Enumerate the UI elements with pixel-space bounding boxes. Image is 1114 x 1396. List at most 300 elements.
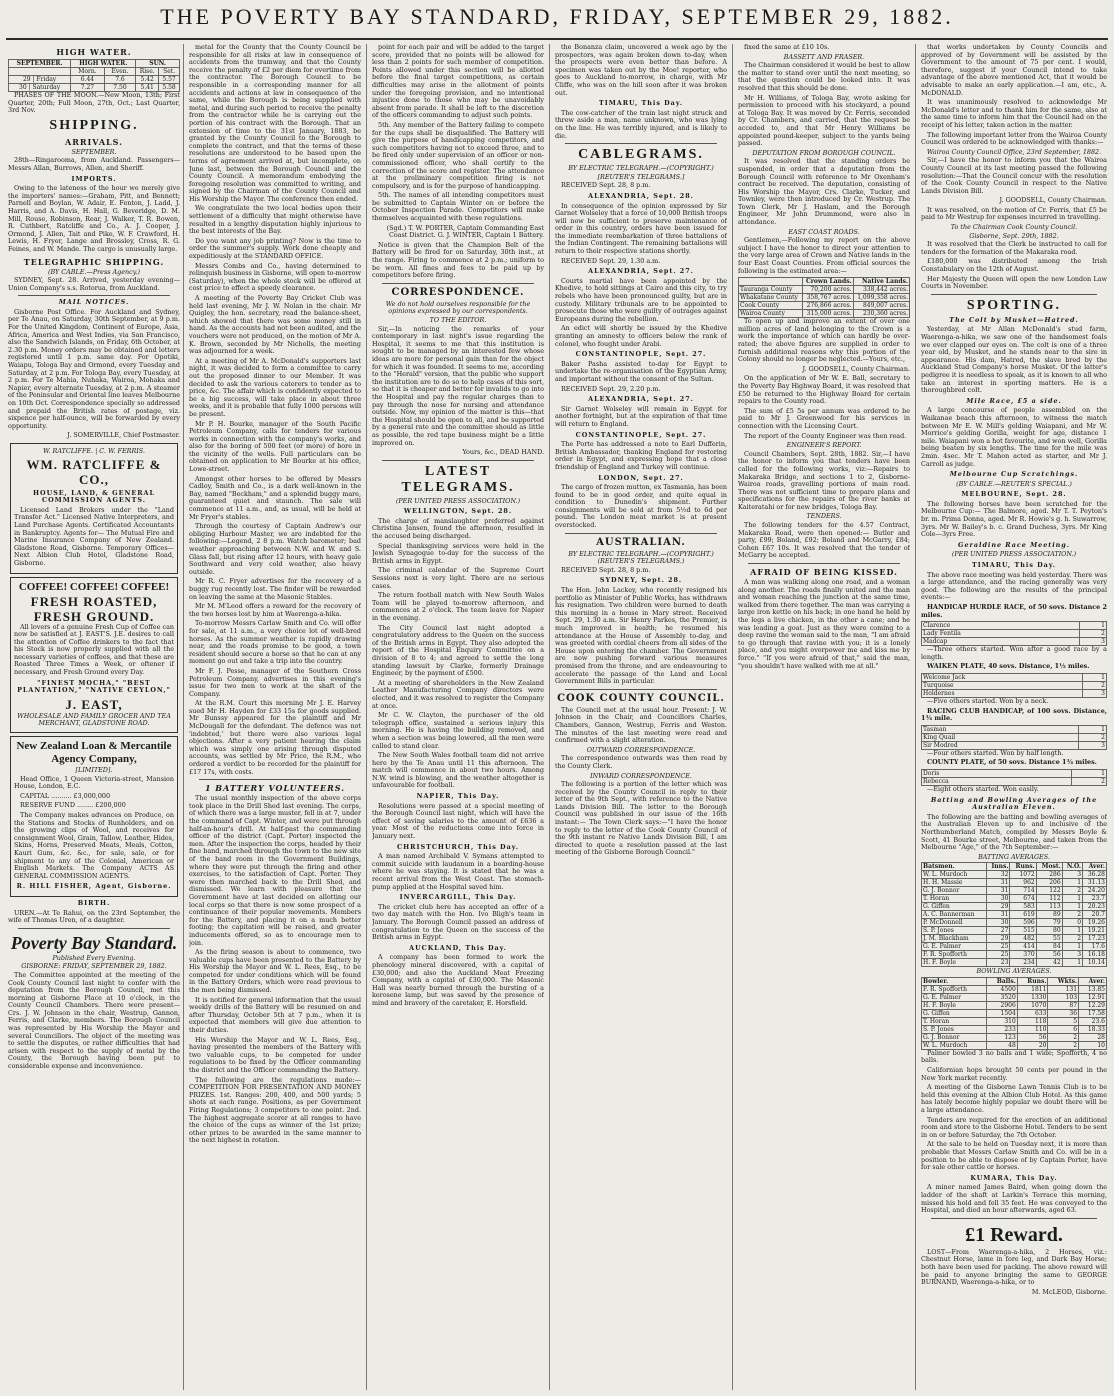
melbourne-heading: Melbourne Cup Scratchings. xyxy=(949,470,1079,479)
paper-dateline: GISBORNE: FRIDAY, SEPTEMBER 29, 1882. xyxy=(21,962,167,971)
sporting-paragraph: A large concourse of people assembled on the Waikanae beach this afternoon, to witness the match between Mr E. W. Mill's gelding Waiapani, and Mr W. Morrice's gelding Gorilla, weight for age, distance 1 mile. Waiapani won a hot favourite, and won well, Gorilla being beaten by six lengths. The time for the mile was 2min. 4sec. Mr T. Mahon acted as starter, and Mr J. Carroll as judge. xyxy=(921,406,1107,468)
placing: 3 xyxy=(1078,741,1106,749)
table-cell: 89 xyxy=(1036,911,1062,919)
council-paragraph: Council Chambers, Sept. 28th, 1882. Sir,—I have the honor to inform you that tenders have been called for the following works, viz:—Repairs to Makaraka Bridge, and sections 1 to 2, Gisborne-Wairoa roads, gravelling portions of main road. There was not sufficient time to prepare plans and specifications for the repairs of the river banks at Kaiteratahi or for new bridges, Tologa Bay. xyxy=(738,449,910,511)
mail-heading: MAIL NOTICES. xyxy=(58,298,130,307)
table-cell: 414 xyxy=(1010,943,1036,951)
bowling-row xyxy=(922,985,1107,993)
table-cell: 131 xyxy=(1048,985,1079,993)
horse-name: Sir Modred xyxy=(922,741,1079,749)
cablegrams-byline: BY ELECTRIC TELEGRAPH.—(COPYRIGHT.) xyxy=(568,164,714,173)
reward-signature: M. McLEOD, Gisborne. xyxy=(1031,1287,1107,1296)
table-cell: 12.91 xyxy=(1079,993,1107,1001)
cable-paragraph: In consequence of the opinion expressed by Sir Garnet Wolseley that a force of 10,000 British troops will now be sufficient to preserve maintenance of order in this country, orders have been issued for the immediate reembarkation of three battalions of the Indian Contingent. The remaining battalions will return to their respective stations shortly. xyxy=(555,201,727,256)
news-item: £180,000 was distributed among the Irish Constabulary on the 12th of August. xyxy=(921,257,1107,274)
table-header-row xyxy=(922,863,1107,871)
dateline: INVERCARGILL, This Day. xyxy=(399,893,517,902)
tide-subheader: Even. xyxy=(104,68,136,76)
arrivals-month: SEPTEMBER. xyxy=(71,147,117,156)
subheading: TENDERS. xyxy=(806,512,842,521)
column-4 xyxy=(555,44,727,1390)
council-paragraph: The report of the County Engineer was then read. xyxy=(744,431,907,440)
news-item: At the sale to be held on Tuesday next, it is more than probable that Messrs Carlaw Smith and Co. will be in a position to be able to dispose of by Captain Porter, have for sale other cattle or horses. xyxy=(921,1140,1107,1172)
bowling-heading: BOWLING AVERAGES. xyxy=(976,967,1052,976)
divider xyxy=(565,689,717,690)
batting-row xyxy=(922,903,1107,911)
sporting-paragraph: The following horses have been scratched for the Melbourne Cup:— The Balmore, aged. Mr T. T. Peyton's br. m. Prima Donna, aged. Mr R. Howie's g. h. Suwarrow, 3yrs. Mr W. Bailey's b. c. Grand Duchess, 3yrs. Mr King Cole—3yrs Free. xyxy=(921,499,1107,539)
high-water-title: HIGH WATER. xyxy=(56,47,132,57)
table-cell: S. P. Jones xyxy=(922,927,987,935)
council-paragraph: Mr H. Williams, of Tologa Bay, wrote asking for permission to proceed with his stockyard, a pound at Tologa Bay. It was moved by Cr. Ferris, seconded by Cr. Chambers, and carried, that the request be acceded to, and that Mr Henry Williams be appointed pound-keeper, subject to the yards being passed. xyxy=(738,93,910,148)
tide-header: SEPTEMBER. xyxy=(9,60,71,68)
correspondence-to: TO THE EDITOR. xyxy=(429,316,487,324)
column-rule xyxy=(183,44,184,1390)
table-cell: 234 xyxy=(1010,959,1036,967)
ratcliffe-subtitle: HOUSE, LAND, & GENERAL COMMISSION AGENTS. xyxy=(33,488,155,505)
table-cell: 42 xyxy=(1036,959,1062,967)
dateline: CONSTANTINOPLE, Sept. 27. xyxy=(575,350,707,359)
table-cell: 56 xyxy=(1036,951,1062,959)
tide-subheader: Set. xyxy=(159,68,180,76)
divider xyxy=(382,460,534,461)
melbourne-byline: (BY CABLE.—REUTER'S SPECIAL.) xyxy=(956,479,1072,488)
table-cell: 2 xyxy=(1062,935,1082,943)
placing: 3 xyxy=(1080,638,1107,646)
birth-text: UREN.—At Te Rahui, on the 23rd September, the wife of Thomas Uren, of a daughter. xyxy=(8,908,180,925)
received-line: RECEIVED Sept. 29, 1.30 a.m. xyxy=(561,256,661,265)
article-paragraph: We congratulate the two local bodies upon their settlement of a difficulty that might otherwise have resulted in a lengthy disputation highly injurious to the best interests of the Bay. xyxy=(189,204,361,236)
table-row xyxy=(739,286,910,294)
tide-cell: 7.6 xyxy=(104,76,136,84)
table-cell: 1,099,358 acres. xyxy=(853,294,909,302)
table-cell: 1 xyxy=(1062,943,1082,951)
race-title: HANDICAP HURDLE RACE, of 50 sovs. Distance 2 miles. xyxy=(921,603,1107,619)
council-paragraph: On the application of Mr W. E. Ball, secretary to the Poverty Bay Highway Board, it was resolved that £50 be returned to the Highway Board for certain repairs to the County road. xyxy=(738,374,910,406)
bowling-row xyxy=(922,1025,1107,1033)
table-header-cell: Wkts. xyxy=(1048,977,1079,985)
telegram-paragraph: The cricket club here has accepted an offer of a two day match with the Hon. Ivo Bligh's team in January. The Borough Council passed an address of congratulation to the Queen on the success of the British arms in Egypt. xyxy=(372,902,544,942)
table-header-cell: N.O. xyxy=(1062,863,1082,871)
divider xyxy=(931,1218,1097,1219)
table-cell: 3 xyxy=(1062,871,1082,879)
table-cell: 13.85 xyxy=(1079,985,1107,993)
lands-header: Native Lands. xyxy=(853,278,909,286)
table-cell: 2 xyxy=(1048,1041,1079,1049)
coffee-ad xyxy=(10,577,178,734)
divider xyxy=(199,779,351,780)
table-cell: 2 xyxy=(1048,1033,1079,1041)
telegram-paragraph: Mr C. W. Clayton, the purchaser of the old telegraph office, sustained a serious injury this morning. He is having the building removed, and when a section was being lowered, all the men were called to stand clear. xyxy=(372,711,544,750)
table-cell: G. Giffen xyxy=(922,1009,987,1017)
dateline: LONDON, Sept. 27. xyxy=(598,473,684,482)
nzloan-capital: CAPITAL .......... £3,000,000 xyxy=(20,791,111,800)
horse-name: Lady Fentila xyxy=(922,630,1080,638)
bowling-row xyxy=(922,1009,1107,1017)
cable-paragraph: An edict will shortly be issued by the Khedive granting an amnesty to officers below the rank of colonel, who fought under Arabi. xyxy=(555,324,727,348)
hatred-heading: The Colt by Musket—Hatred. xyxy=(949,315,1079,324)
table-header-cell: Bowler. xyxy=(922,977,987,985)
table-cell: 70,200 acres. xyxy=(802,286,853,294)
dateline: TIMARU, This Day. xyxy=(971,561,1057,570)
article-paragraph: His Worship the Mayor and W. L. Rees, Esq., having presented the members of the Battery with two valuable cups, to be competed for under regulations to be fixed by the Officer commanding the district and the Officer commanding the Battery. xyxy=(189,1035,361,1074)
inward-heading: INWARD CORRESPONDENCE. xyxy=(590,771,692,780)
tide-cell: 5.42 xyxy=(136,76,159,84)
column-6 xyxy=(921,44,1107,1390)
lands-header: Crown Lands. xyxy=(802,278,853,286)
table-cell: 29 xyxy=(986,903,1010,911)
east-title: J. EAST, xyxy=(65,696,123,712)
table-cell: 1330 xyxy=(1017,993,1048,1001)
outward-heading: OUTWARD CORRESPONDENCE. xyxy=(586,745,696,754)
table-row xyxy=(739,294,910,302)
subheading: BASSETT AND FRASER. xyxy=(783,52,865,61)
nzloan-office: Head Office, 1 Queen Victoria-street, Mansion House, London, E.C. xyxy=(14,774,174,791)
imports-heading: IMPORTS. xyxy=(71,174,117,183)
telegram-paragraph: The City Council last night adopted a congratulatory address to the Queen on the success of the British arms in Egypt. They also adopted the report of the Hospital Enquiry Committee on a division of 8 to 4; and agreed to settle the long standing lawsuit by Clarke, formerly Drainage Engineer, by the payment of £500. xyxy=(372,623,544,678)
race-result-table xyxy=(921,725,1107,750)
table-cell: 32 xyxy=(986,871,1010,879)
divider xyxy=(565,533,717,534)
race-row xyxy=(922,681,1107,689)
lands-header xyxy=(739,278,803,286)
imports-text: Owing to the lateness of the hour we merely give the importers' names:—Graham, Pitt, and Bennett; Parnell and Boylan, W. Adair, E. Fenton, J. Ladd, J. Harris, and A. Davis, H. Hall, G. Beveridge, D. M. Mill, Rouse, Robinson, Rear, J. Walker, T. R. Bowen, R. Cuthbert, Ratcliffe and Co., A. J. Cooper, J. Ormond, J. Allen, Tait and Pike, W. F. Crawford, H. Lewis, H. Fryer, Lange and Brossley, Cross, R. G. Feines, and W. Mande. The cargo is unusually large. xyxy=(8,184,180,253)
table-cell: 112 xyxy=(1036,895,1062,903)
correspondence-heading: CORRESPONDENCE. xyxy=(391,286,525,298)
article-paragraph: Mr M. M'Leod offers a reward for the recovery of the two horses lost by him at Waerenga-a-hika. xyxy=(189,602,361,618)
batting-row xyxy=(922,935,1107,943)
batting-row xyxy=(922,887,1107,895)
table-cell: 230,360 acres. xyxy=(853,310,909,318)
council-paragraph: The sum of £5 5s per annum was ordered to be paid to Mr J. Greenwood for his services in connection with the Licensing Court. xyxy=(738,406,910,430)
table-header-cell: Balls. xyxy=(987,977,1017,985)
race-title: WAIKEN PLATE, 40 sovs. Distance, 1½ miles. xyxy=(927,662,1090,671)
article-paragraph: The following are the regulations made:— COMPETITION FOR PRESENTATION AND MONEY PRIZES. 1st. Ranges: 200, 400, and 500 yards; 5 shots at each range. Positions, as per Government Firing Regulations; 3 competitors to one point. 2nd. The highest aggregate scorer at all ranges to have the choice of the cups as winner of the 1st prize; other prizes to be awarded in the same manner to the next highest in rotation. xyxy=(189,1075,361,1145)
column-3 xyxy=(372,44,544,1390)
telegram-paragraph: At a meeting of shareholders in the New Zealand Leather Manufacturing Company directors were elected, and it was resolved to register the Company at once. xyxy=(372,678,544,710)
table-cell: J. M. Blackham xyxy=(922,935,987,943)
council-paragraph: The Council met at the usual hour. Present: J. W. Johnson in the Chair, and Councillors Charles, Chambers, Gannon, Westrup, Ferris and Weston. The minutes of the last meeting were read and confirmed with a slight alteration. xyxy=(555,705,727,745)
table-cell: Wairoa County xyxy=(739,310,803,318)
cablegrams-heading: CABLEGRAMS. xyxy=(578,147,704,163)
table-cell: 118 xyxy=(1017,1017,1048,1025)
table-cell: H. H. Massie xyxy=(922,879,987,887)
council-paragraph: The following tenders for the 4.57 Contract, Makaraka Road, were then opened:— Butler and party, £99; Boland, £92; Boland and McGarry, £84; Cohen £67 10s. It was resolved that the tender of McGarry be accepted. xyxy=(738,521,910,560)
bowling-row xyxy=(922,1017,1107,1025)
race-result-table xyxy=(921,621,1107,646)
dateline: WELLINGTON, Sept. 28. xyxy=(403,507,513,516)
tide-cell: 5.57 xyxy=(159,76,180,84)
table-cell: 1 xyxy=(1062,927,1082,935)
article-paragraph: Mr R. C. Fryer advertises for the recovery of a buggy rug recently lost. The finder will be rewarded on leaving the same at the Masonic Stables. xyxy=(189,577,361,601)
nzloan-text: The Company makes advances on Produce, on the Stations and Stocks of Runholders, and on the growing clips of Wool, and receives for consignment Wool, Grain, Tallow, Leather, Hides, Skins, Horns, Preserved Meats, Meals, Cotton, Kauri Gum, &c. &c., for sale, sale, or for shipment to any of the Colonial, American or English Markets. The Company ACTS AS GENERAL COMMISSION AGENTS. xyxy=(14,811,174,880)
divider xyxy=(382,283,534,284)
paper-nameplate: Poverty Bay Standard. xyxy=(10,932,178,953)
lands-table xyxy=(738,277,910,318)
telegram-paragraph: The charge of manslaughter preferred against Christina Jansen, found the afternoon, resulted in the accused being discharged. xyxy=(372,516,544,541)
table-cell: 1070 xyxy=(1017,1001,1048,1009)
table-cell: 0 xyxy=(1062,919,1082,927)
table-cell: 674 xyxy=(1010,895,1036,903)
article-paragraph: Through the courtesy of Captain Andrew's our obliging Harbour Master, we are indebted for the following:—Legend, 2 8 p.m. Watch barometer; bad weather approaching between N.W. and W. and S. Glass fall, but rising after 12 hours, with heavy gale Southward and very cold weather, also heavy outside. xyxy=(189,522,361,576)
article-paragraph: metal for the County that the County Council be responsible for all risks at law in consequence of accidents from the tramway, and that the County receive the penalty of £2 per diem for overtime from the contractor. The Borough Council to be responsible in a corresponding manner for all accidents and actions at law in consequence of the same, while the Borough is being supplied with metal, and during such period to receive the penalty from the contractor while he is carrying out the portion of his contract with the Borough. That an extension of time to the 31st January, 1883, be granted by the County Council to the Borough to complete the contract, and that the terms of these resolutions are understood to be based upon the terms of agreement arrived at, but incomplete, on June last, between the Borough Council and the County Council. A memorandum embodying the foregoing resolution was committed to writing, and signed by the Chairman of the County Council and His Worship the Mayor. The conference then ended. xyxy=(189,44,361,203)
dateline: TIMARU, This Day. xyxy=(598,99,684,108)
table-cell: 633 xyxy=(1017,1009,1048,1017)
telegram-paragraph: The New South Wales football team did not arrive here by the Te Anau until 11 this afternoon. The match will commence in about two hours. Among N.W. wind is blowing, and the weather altogether is unfavourable for football. xyxy=(372,751,544,790)
tide-cell: 5.41 xyxy=(136,84,159,92)
column-1 xyxy=(8,44,180,1390)
table-cell: 103 xyxy=(1048,993,1079,1001)
nzloan-limited: [LIMITED]. xyxy=(75,766,113,775)
latest-telegrams-heading: LATEST TELEGRAMS. xyxy=(401,463,515,495)
subheading: DEPUTATION FROM BOROUGH COUNCIL. xyxy=(752,148,896,157)
tide-subheader xyxy=(9,68,71,76)
story-paragraph: A man was walking along one road, and a woman along another. The roads finally united and the man and woman reaching the junction at the same time, walked from there together. The man was carrying a large iron kettle on his back; in one hand he held by the legs a live chicken, in the other a cane; and he was leading a goat. Just as they were coming to a deep ravine the woman said to the man, "I am afraid to go through that ravine with you; it is a lonely place, and you might overpower me and kiss me by force." "If you were afraid of that," said the man, "you shouldn't have walked with me at all." xyxy=(738,578,910,670)
telegram-paragraph: The criminal calendar of the Supreme Court Sessions next is very light. There are no serious cases. xyxy=(372,566,544,590)
table-cell: 20 xyxy=(1017,1041,1048,1049)
coffee-teas: "FINEST MOCHA," "BEST PLANTATION," "NATIVE CEYLON," xyxy=(17,678,171,695)
table-cell: Whakatane County xyxy=(739,294,803,302)
table-cell: H. F. Boyle xyxy=(922,1001,987,1009)
race-title: RACING CLUB HANDICAP, of 100 sovs. Distance, 1¾ mile. xyxy=(921,706,1107,723)
placing: 2 xyxy=(1080,630,1107,638)
cable-paragraph: The Hon. John Lackey, who recently resigned his portfolio as Minister of Public Works, has withdrawn his resignation. Two children were burned to death this morning in a house in Mary street. Received Sept. 29, 1.30 a.m. Sir Henry Parkes, the Premier, is much improved in health; he resumed his attendance at the House of Assembly to-day, and was greeted with cordial cheers from all sides of the House upon entering the chamber. The Government are now pushing forward various measures promised from the throne, and are endeavouring to accelerate the passage of the Land and Local Government Bills in particular. xyxy=(555,586,727,686)
table-cell: 2 xyxy=(1062,887,1082,895)
article-paragraph: Mr P. H. Bourke, manager of the South Pacific Petroleum Company, calls for tenders for various works in connection with the company's works, and also for the boring of 500 feet (or more) of bore in the vicinity of the wells. Full particulars can be obtained on application to Mr Bourke at his office, Lowe-street. xyxy=(189,419,361,474)
table-cell: 962 xyxy=(1010,879,1036,887)
cablegrams-reuter: [REUTER'S TELEGRAMS.] xyxy=(597,172,685,181)
race-row xyxy=(922,622,1107,630)
dateline: ALEXANDRIA, Sept. 28. xyxy=(588,191,694,200)
race-row xyxy=(922,673,1107,681)
article-paragraph: As the firing season is about to commence, two valuable cups have been presented to the Battery by His Worship the Mayor and W. L. Rees, Esq., to be competed for under conditions which will be found in the Battery Orders, which were read previous to the men being dismissed. xyxy=(189,948,361,995)
column-rule xyxy=(915,44,916,1390)
horse-name: Madcap xyxy=(922,638,1080,646)
horse-name: Turquoise xyxy=(922,681,1083,689)
table-cell: 18.33 xyxy=(1079,1025,1107,1033)
table-cell: 28 xyxy=(1079,1033,1107,1041)
cable-paragraph: The cargo of frozen mutton, ex Tasmania, has been found to be in good order, and quite equal in condition to Dunedin's shipment. Further consignments will be sold at from 5½d to 6d per pound. The London meat market is at present overstocked. xyxy=(555,483,727,530)
nzloan-title: New Zealand Loan & Mercantile Agency Company, xyxy=(16,740,172,766)
race-row xyxy=(922,630,1107,638)
table-cell: G. E. Palmer xyxy=(922,993,987,1001)
race-result-table xyxy=(921,769,1107,786)
table-cell: 3 xyxy=(1062,951,1082,959)
table-cell: 1 xyxy=(1062,959,1082,967)
table-cell: 16.18 xyxy=(1083,951,1107,959)
race-note: —Eight others started. Won easily. xyxy=(927,784,1039,793)
letter-heading: Wairoa County Council Office, 23rd September, 1882. xyxy=(926,147,1102,156)
placing: 3 xyxy=(1082,689,1106,697)
fisher-signature: R. HILL FISHER, Agent, Gisborne. xyxy=(16,882,172,891)
sporting-heading: SPORTING. xyxy=(966,297,1062,313)
batting-table xyxy=(921,862,1107,967)
table-cell: 110 xyxy=(1017,1025,1048,1033)
article-paragraph: At a meeting of Mr A. McDonald's supporters last night, it was decided to form a committee to carry out the proposed dinner to our Member. It was decided to ask the various caterers to tender as to price, &c. The affair which is confidently expected to be a big success, will take place in about three weeks, and it is probable that fully 1000 persons will be present. xyxy=(189,356,361,418)
battery-heading: 1 BATTERY VOLUNTEERS. xyxy=(204,783,346,794)
council-paragraph: It was resolved that the standing orders be suspended, in order that a deputation from the Borough Council with reference to Mr Oxenham's contract be received. The deputation, consisting of His Worship the Mayor, Crs. Clarke, Tucker, and Townley, were then introduced by Cr. Westrup. The Town Clerk, Mr J. Haslam, and the Borough Engineer, Mr John Drummond, were also in attendance. xyxy=(738,157,910,227)
table-cell: 3520 xyxy=(987,993,1017,1001)
article-paragraph: 5th. Any member of the Battery failing to compete for the cups shall be disqualified. The Battery will give the purpose of handicapping competitors, and such competitors having not to exceed three, and to be fired only under supervision of an officer or non-commissioned officer, who shall certify to the correction of the score and register. The attendance at the preliminary competition firing is not compulsory, and is for the purpose of handicapping. xyxy=(372,120,544,190)
table-cell: 619 xyxy=(1010,911,1036,919)
council-paragraph: It was unanimously resolved to acknowledge Mr McDonald's letter and to thank him for the same, also at the same time to inform him that the Council had on the receipt of his letter, taken action in the matter. xyxy=(921,98,1107,129)
dateline: CONSTANTINOPLE, Sept. 27. xyxy=(575,430,707,439)
correspondence-signature: Yours, &c., DEAD HAND. xyxy=(462,448,544,457)
masthead: THE POVERTY BAY STANDARD, FRIDAY, SEPTEMBER 29, 1882. xyxy=(160,4,954,29)
batting-row xyxy=(922,895,1107,903)
table-cell: 596 xyxy=(1010,919,1036,927)
table-cell: A. C. Bannerman xyxy=(922,911,987,919)
arrivals-text: 28th—Ringarooma, from Auckland. Passengers—Messrs Allan, Burrows, Allen, and Sheriff. xyxy=(8,156,180,172)
table-cell: 23 xyxy=(986,959,1010,967)
mile-heading: Mile Race, £5 a side. xyxy=(966,396,1062,405)
table-cell: G. Giffen xyxy=(922,903,987,911)
horse-name: Welcome Jack xyxy=(922,673,1083,681)
lands-signature: J. GOODSELL, County Chairman. xyxy=(802,364,910,373)
news-item: Californian hops brought 50 cents per pound in the New York market recently. xyxy=(921,1066,1107,1082)
ratcliffe-ad xyxy=(10,443,178,574)
table-cell: 1 xyxy=(1062,895,1082,903)
table-cell: Cook County xyxy=(739,302,803,310)
batting-heading: BATTING AVERAGES. xyxy=(978,852,1050,861)
batting-row xyxy=(922,927,1107,935)
council-paragraph: To open up and improve an extent of over one million acres of land belonging to the Crown is a work the importance of which can hardly be over-rated; the above figures are supplied in order to furnish additional reasons why this portion of the Colony should no longer be neglected.—Yours, etc., xyxy=(738,317,910,364)
table-header-cell: Most. xyxy=(1036,863,1062,871)
article-paragraph: Notice is given that the Champion Belt of the Battery will be fired for on Saturday, 30th inst., at the range. Firing to commence at 2 p.m.; uniform to be worn. All fines and fees to be paid up by competitors before firing. xyxy=(372,240,544,280)
ratcliffe-names: W. RATCLIFFE. | C. W. FERRIS. xyxy=(43,446,145,455)
table-cell: F. R. Spofforth xyxy=(922,985,987,993)
leader-text: The Committee appointed at the meeting of the Cook County Council last night to confer with the deputation from the Borough Council, met this morning at Gisborne Place at 10 o'clock, in the County Council Chambers. There were present—Crs. J. W. Johnson in the chair, Westrup, Gannon, Ferris, and Clarke, members. The Borough Council was represented by His Worship the Mayor and several Councillors. The object of the meeting was to settle the disputes, or rather difficulties that had arisen with respect to the supply of metal by the County, the Borough having been put to considerable expense and inconvenience. xyxy=(8,970,180,1071)
column-rule xyxy=(366,44,367,1390)
table-cell: 482 xyxy=(1010,935,1036,943)
cable-paragraph: Courts martial have been appointed by the Khedive, to hold sittings at Cairo and this city, to try rebels who have been pronounced guilty, but are in custody. Military tribunals are to be appointed to prosecute those who were guilty of outrages against Europeans during the rebellion. xyxy=(555,276,727,323)
dateline: ALEXANDRIA, Sept. 27. xyxy=(588,267,694,276)
table-cell: 1 xyxy=(1062,879,1082,887)
coffee-subtitle: FRESH ROASTED, FRESH GROUND. xyxy=(30,593,158,624)
table-cell: 206 xyxy=(1036,879,1062,887)
race-title: COUNTY PLATE, of 50 sovs. Distance 1¾ miles. xyxy=(927,758,1097,767)
table-cell: 233 xyxy=(987,1025,1017,1033)
telegraphic-byline: (BY CABLE.—Press Agency.) xyxy=(47,267,141,276)
table-cell: 17.6 xyxy=(1083,943,1107,951)
batting-row xyxy=(922,959,1107,967)
placing: 2 xyxy=(1082,681,1106,689)
cable-paragraph: Baker Pasha assisted to-day for Egypt to undertake the re-organisation of the Egyptian Army, and important without the consent of the Sultan. xyxy=(555,359,727,383)
telegram-paragraph: A man named Archibald V. Symans attempted to commit suicide with laudanum in a boarding-house where he was staying. It is stated that he was a recent arrival from the West Coast. The stomach-pump applied at the Hospital saved him. xyxy=(372,852,544,891)
table-cell: 315,000 acres. xyxy=(802,310,853,318)
tide-header: HIGH WATER. xyxy=(71,60,136,68)
cable-paragraph: The Porte has addressed a note to Earl Dufferin, British Ambassador, thanking England for restoring order in Egypt, and expressing hope that a close friendship of England and Turkey will continue. xyxy=(555,440,727,471)
coffee-title: COFFEE! COFFEE! COFFEE! xyxy=(18,580,170,593)
table-cell: 10.14 xyxy=(1083,959,1107,967)
bowling-row xyxy=(922,1001,1107,1009)
horse-name: Holdernes xyxy=(922,689,1083,697)
telegram-paragraph: The cow-catcher of the train last night struck and threw aside a man, name unknown, who was lying on the line. He was terribly injured, and is likely to die. xyxy=(555,108,727,140)
table-cell: G. E. Palmer xyxy=(922,943,987,951)
bowling-row xyxy=(922,993,1107,1001)
subheading: EAST COAST ROADS. xyxy=(788,227,860,236)
masthead-rule xyxy=(6,38,1108,40)
table-cell: 2906 xyxy=(987,1001,1017,1009)
table-cell: 23.6 xyxy=(1079,1017,1107,1025)
table-cell: 25 xyxy=(986,943,1010,951)
table-cell: 583 xyxy=(1010,903,1036,911)
battery-text: The usual monthly inspection of the above corps took place in the Drill Shed last evening. The corps, of which there was a large muster, fell in at 7, under the command of Capt. Winter, and were put through half-an-hour's drill. At half-past the commanding officer of the district (Capt. Porter) inspected the men. After the inspection the corps, headed by their fine band, marched through the town to the new site of the band room in the Government Buildings, where they were put through the firing and other exercises, to the satisfaction of Capt. Porter. They were then marched back to the Drill Shed, and dismissed. We learn with pleasure that the Government have at last decided on allotting our local corps so that there is now some prospect of a continuance of their popular movements. Members for the Battery, and placing it on a much better footing; the capitation will be raised, and greater inducements offered, so as to encourage men to join. xyxy=(189,794,361,947)
telegram-paragraph: The return football match with New South Wales Team will be played to-morrow afternoon, and commences at 2 o'clock. The team leave for Napier in the evening. xyxy=(372,591,544,622)
table-header-cell: Aver. xyxy=(1083,863,1107,871)
australian-byline: BY ELECTRIC TELEGRAPH.—(COPYRIGHT.) (REUTER'S TELEGRAMS.) xyxy=(568,549,714,566)
table-cell: 1 xyxy=(1062,903,1082,911)
tide-subheader: Morn. xyxy=(71,68,105,76)
table-cell: 31 xyxy=(986,879,1010,887)
coffee-text: All lovers of a genuine Fresh Cup of Coffee can now be satisfied at J. EAST'S. J.E. desires to call the attention of Coffee drinkers to the fact that his Stock is now properly supplied with all the necessary varieties of coffees, and that these are Roasted Three Times a Week, or oftener if necessary, and Fresh Ground every Day. xyxy=(14,622,174,677)
letter-heading: Gisborne, Sept. 29th, 1882. xyxy=(969,231,1059,240)
dateline: MELBOURNE, Sept. 28. xyxy=(961,490,1067,499)
dateline: SYDNEY, Sept. 28. xyxy=(599,576,683,585)
batting-row xyxy=(922,871,1107,879)
correspondence-note: We do not hold ourselves responsible for the opinions expressed by our correspondents. xyxy=(385,299,531,316)
race-note: —Five others started. Won by a neck. xyxy=(927,696,1049,705)
mail-signature: J. SOMERVILLE, Chief Postmaster. xyxy=(67,431,180,440)
council-paragraph: Gentlemen,—Following my report on the above subject I have the honor to direct your attention to the very large area of Crown and Native lands in the four East Coast Counties. From official sources the following is the estimated area:— xyxy=(738,236,910,275)
received-line: RECEIVED Sept. 29, 2.20 p.m. xyxy=(561,384,661,393)
table-cell: 79 xyxy=(1036,919,1062,927)
sporting-paragraph: Yesterday, at Mr Allan McDonald's stud farm, Waerenga-a-hika, we saw one of the handsomest foals we ever clapped our eyes on. The colt is one of a three year old, by Musket, and he stands near to the sire in appearance. His dam, Hatred, the slave bred by the Auckland Stud Company's horse Musket. Of the latter's pedigree it is needless to speak, as it is known to all who take an interest in sporting matters. He is a thoroughbred colt. xyxy=(921,325,1107,395)
table-cell: 5 xyxy=(1048,1017,1079,1025)
council-paragraph: fixed the same at £10 10s. xyxy=(744,44,830,51)
divider xyxy=(18,295,170,296)
placing: 1 xyxy=(1080,622,1107,630)
battery-signature: (Sgd.) T. W. PORTER, Captain Commanding East Coast District. G. J. WINTER, Captain 1 Battery. xyxy=(386,223,544,240)
table-row xyxy=(739,302,910,310)
article-paragraph: At the R.M. Court this morning Mr J. E. Harvey sued Mr H. Hayden for £33 15s for goods supplied. Mr Bunssy appeared for the plaintiff and Mr McDougall for the defendant. The defence was not 'indebted,' but there were also various legal objections. After a very patient hearing the claim which was simply one arising through disputed accounts, was settled by Mr Price, the R.M., who ordered a verdict to be recorded for the plaintiff for £17 17s, with costs. xyxy=(189,699,361,776)
table-cell: 30 xyxy=(986,919,1010,927)
tide-cell: 29 | Friday xyxy=(9,76,71,84)
table-cell: 1811 xyxy=(1017,985,1048,993)
tide-cell: 7.50 xyxy=(104,84,136,92)
table-cell: 122 xyxy=(1036,887,1062,895)
reward-heading: £1 Reward. xyxy=(965,1223,1063,1246)
bowling-row xyxy=(922,1033,1107,1041)
nzloan-reserve: RESERVE FUND ........ £200,000 xyxy=(20,801,126,810)
horse-name: Rebecca xyxy=(922,777,1072,785)
table-cell: 276,866 acres. xyxy=(802,302,853,310)
table-cell: Tauranga County xyxy=(739,286,803,294)
letter-heading: To the Chairman Cook County Council. xyxy=(950,223,1078,232)
bowling-table xyxy=(921,977,1107,1050)
column-5 xyxy=(738,44,910,1390)
divider xyxy=(18,928,170,929)
ratcliffe-text: Licensed Land Brokers under the "Land Transfer Act." Licensed Native Interpreters, and Land Purchase Agents. Certificated Accountants in Bankruptcy. Agents for— The Mutual Fire and Marine Insurance Company of New Zealand. Gladstone Road, Gisborne. Temporary Offices—Next Albion Club Hotel, Gladstone Road, Gisborne. xyxy=(14,505,174,567)
horse-name: Clarence xyxy=(922,622,1080,630)
council-paragraph: that works undertaken by County Councils and approved of by Government will be assisted by the Government to the amount of 75 per cent. I would, therefore, suggest if your Council intend to take advantage of the above mentioned Act, that it would be advisable to make an early application.—I am, etc., A. McDONALD. xyxy=(921,44,1107,97)
table-cell: 338,442 acres. xyxy=(853,286,909,294)
batting-row xyxy=(922,879,1107,887)
race-row xyxy=(922,769,1107,777)
table-cell: 20.7 xyxy=(1083,911,1107,919)
divider xyxy=(931,294,1097,295)
telegram-paragraph: A company has been formed to work the phenology mineral discovered, with a capital of £30,000; and also the Auckland Meat Freezing Company, with a capital of £30,000. The Masonic Hall was nearly burned through the bursting of a kerosene lamp, but was saved by the presence of mind and bravery of the caretaker, E. Horsfield. xyxy=(372,953,544,1007)
dateline: ALEXANDRIA, Sept. 27. xyxy=(588,395,694,404)
tide-cell: 30 | Saturday xyxy=(9,84,71,92)
telegraphic-text: SYDNEY, Sept. 28. Arrived, yesterday evening—Union Company's s.s. Rotorua, from Auckland. xyxy=(8,276,180,292)
divider xyxy=(748,563,900,564)
tide-cell: 5.58 xyxy=(159,84,180,92)
table-cell: 31 xyxy=(986,911,1010,919)
table-cell: 6 xyxy=(1048,1025,1079,1033)
table-cell: 23.7 xyxy=(1083,895,1107,903)
table-cell: 36.28 xyxy=(1083,871,1107,879)
table-cell: 55 xyxy=(1036,935,1062,943)
